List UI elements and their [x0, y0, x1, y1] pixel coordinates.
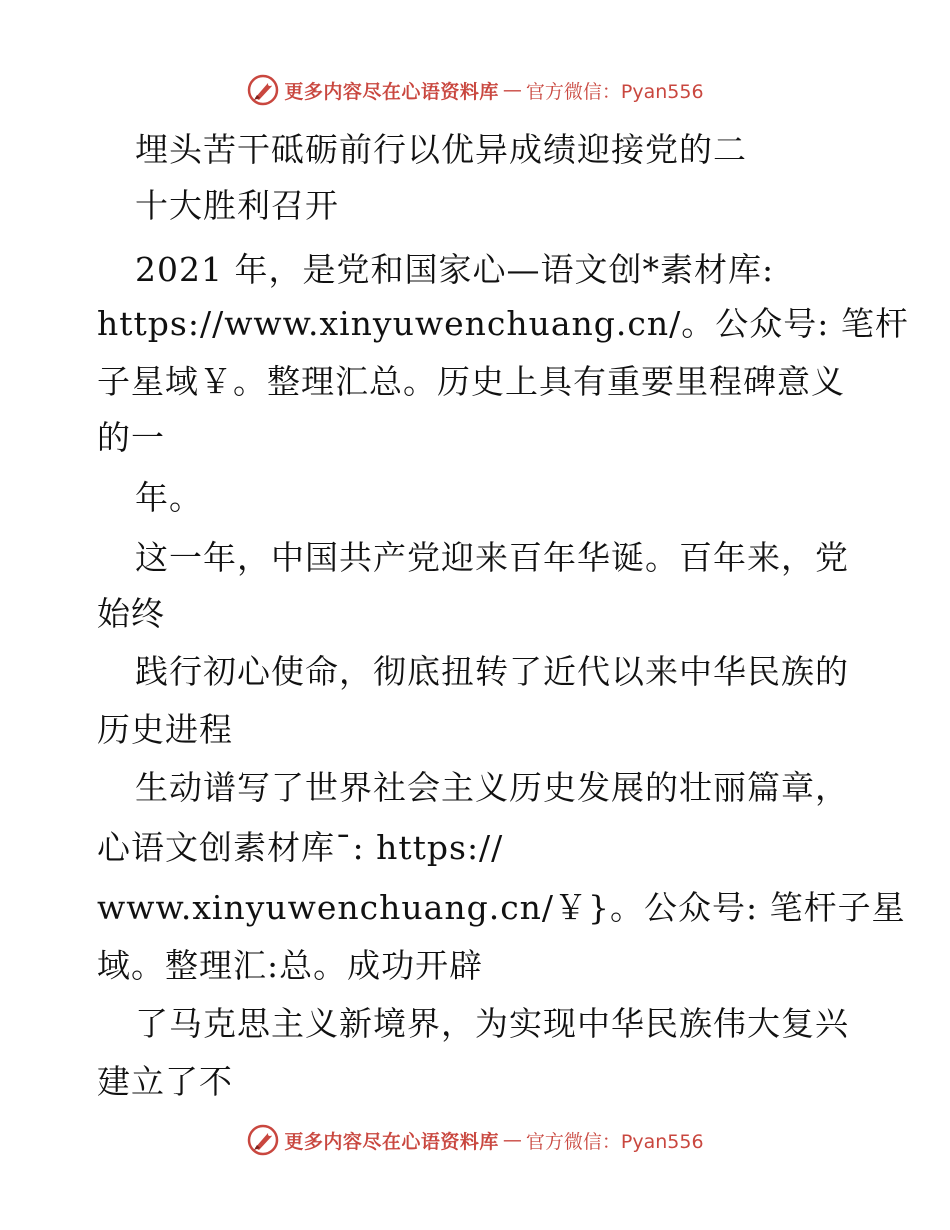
paragraph-line: 2021 年，是党和国家心—语文创*素材库: [135, 250, 775, 289]
paragraph-line: 践行初心使命，彻底扭转了近代以来中华民族的 [135, 652, 849, 691]
paragraph-line: 了马克思主义新境界，为实现中华民族伟大复兴 [135, 1004, 849, 1043]
paragraph-line: www.xinyuwenchuang.cn/￥}。公众号: 笔杆子星 [97, 888, 906, 927]
paragraph-line: 子星域￥。整理汇总。历史上具有重要里程碑意义 [97, 362, 845, 401]
footer-banner-inner [246, 1123, 703, 1157]
footer-banner-separator: — [502, 1129, 522, 1151]
footer-banner-wechat: 官方微信：Pyan556 [525, 1130, 704, 1153]
footer-banner [0, 1120, 950, 1160]
document-title-line-2: 十大胜利召开 [135, 186, 339, 225]
header-banner-text: 更多内容尽在心语资料库 [284, 80, 499, 103]
header-banner-inner [246, 73, 703, 107]
document-title-line-1: 埋头苦干砥砺前行以优异成绩迎接党的二 [135, 130, 747, 169]
paragraph-line: https://www.xinyuwenchuang.cn/。公众号: 笔杆 [97, 304, 909, 343]
header-banner-wechat: 官方微信：Pyan556 [525, 80, 704, 103]
pen-logo-icon [246, 1123, 280, 1157]
footer-banner-text: 更多内容尽在心语资料库 [284, 1130, 499, 1153]
paragraph-line: 的一 [97, 418, 165, 457]
paragraph-line: 心语文创素材库¯: https:// [97, 828, 504, 867]
header-banner-separator: — [502, 79, 522, 101]
pen-logo-icon [246, 73, 280, 107]
paragraph-line: 始终 [97, 594, 165, 633]
paragraph-line: 建立了不 [97, 1062, 233, 1101]
paragraph-line: 年。 [135, 478, 203, 517]
paragraph-line: 历史进程 [97, 710, 233, 749]
header-banner [0, 70, 950, 110]
paragraph-line: 域。整理汇:总。成功开辟 [97, 946, 484, 985]
paragraph-line: 生动谱写了世界社会主义历史发展的壮丽篇章， [135, 768, 849, 807]
paragraph-line: 这一年，中国共产党迎来百年华诞。百年来，党 [135, 538, 849, 577]
